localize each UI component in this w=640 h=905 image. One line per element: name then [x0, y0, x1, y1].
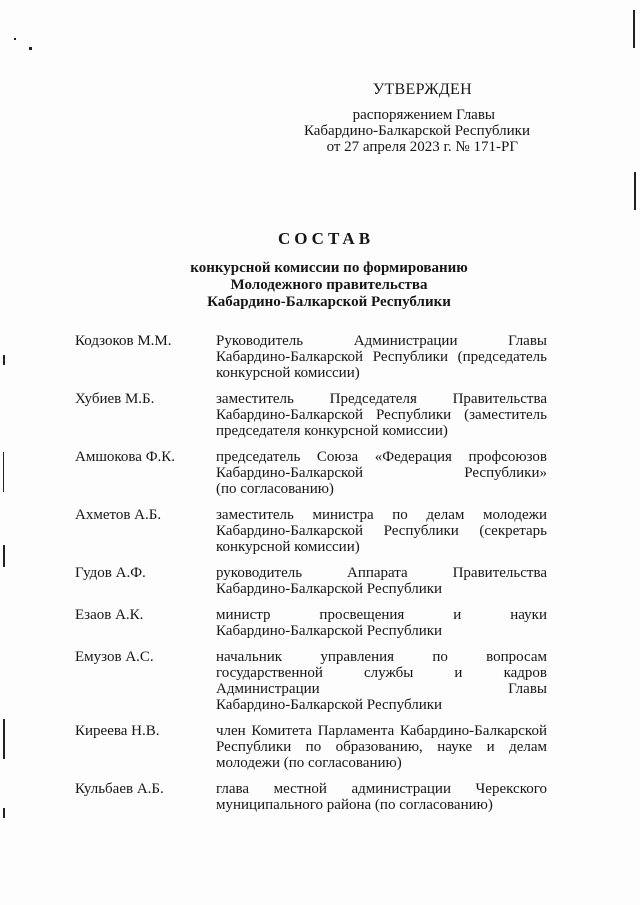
member-row [75, 607, 547, 639]
role-line: заместитель министра по делам молодежи [216, 507, 547, 523]
member-row [75, 565, 547, 597]
scan-edge-line [634, 172, 636, 210]
role-line: молодежи (по согласованию) [216, 755, 402, 771]
member-row [75, 333, 547, 381]
member-row [75, 391, 547, 439]
role-line: председателя конкурсной комиссии) [216, 423, 448, 439]
member-name: Хубиев М.Б. [75, 391, 155, 407]
member-role [216, 449, 547, 497]
member-row [75, 649, 547, 713]
document-title: СОСТАВ [277, 229, 375, 248]
role-line: Кабардино-Балкарской Республики [216, 623, 443, 639]
document-subtitle [0, 260, 640, 311]
member-role [216, 507, 547, 555]
role-line: Руководитель Администрации Главы [216, 333, 547, 349]
approval-line: Кабардино-Балкарской Республики [303, 123, 530, 139]
member-role [216, 781, 547, 813]
role-line: Кабардино-Балкарской Республики» [216, 465, 547, 481]
member-role [216, 565, 547, 597]
scan-edge-line [3, 545, 5, 567]
role-line: Кабардино-Балкарской Республики [216, 697, 443, 713]
member-row [75, 507, 547, 555]
approval-block [300, 82, 530, 155]
role-line: (по согласованию) [216, 481, 334, 497]
scan-edge-line [3, 452, 4, 492]
role-line: член Комитета Парламента Кабардино-Балкарской [216, 723, 547, 739]
role-line: Кабардино-Балкарской Республики [216, 581, 443, 597]
scan-mark [29, 47, 32, 50]
scan-edge-line [3, 808, 5, 818]
member-row [75, 781, 547, 813]
role-line: Кабардино-Балкарской Республики (председатель [216, 349, 547, 365]
scan-edge-line [3, 719, 5, 759]
role-line: Кабардино-Балкарской Республики (заместитель [216, 407, 547, 423]
member-row [75, 723, 547, 771]
role-line: конкурсной комиссии) [216, 539, 360, 555]
scan-edge-line [633, 10, 635, 48]
role-line: глава местной администрации Черекского [216, 781, 547, 797]
members-list [75, 333, 547, 813]
member-role [216, 333, 547, 381]
role-line: Республики по образованию, науке и делам [216, 739, 547, 755]
approval-heading: УТВЕРЖДЕН [372, 81, 472, 98]
member-name: Гудов А.Ф. [75, 565, 146, 581]
role-line: министр просвещения и науки [216, 607, 547, 623]
member-name: Емузов А.С. [75, 649, 154, 665]
role-line: конкурсной комиссии) [216, 365, 360, 381]
role-line: председатель Союза «Федерация профсоюзов [216, 449, 547, 465]
subtitle-line: Молодежного правительства [230, 277, 428, 293]
member-role [216, 391, 547, 439]
role-line: Администрации Главы [216, 681, 547, 697]
member-name: Езаов А.К. [75, 607, 144, 623]
role-line: Кабардино-Балкарской Республики (секретарь [216, 523, 547, 539]
subtitle-line: конкурсной комиссии по формированию [190, 260, 468, 276]
subtitle-line: Кабардино-Балкарской Республики [207, 294, 451, 310]
role-line: руководитель Аппарата Правительства [216, 565, 547, 581]
role-line: государственной службы и кадров [216, 665, 547, 681]
member-role [216, 607, 547, 639]
approval-line: распоряжением Главы [352, 107, 495, 123]
scan-mark [14, 38, 16, 40]
member-name: Кодзоков М.М. [75, 333, 172, 349]
member-name: Киреева Н.В. [75, 723, 160, 739]
member-name: Кульбаев А.Б. [75, 781, 164, 797]
member-name: Амшокова Ф.К. [75, 449, 176, 465]
role-line: муниципального района (по согласованию) [216, 797, 493, 813]
member-role [216, 723, 547, 771]
scan-edge-line [3, 355, 5, 365]
role-line: начальник управления по вопросам [216, 649, 547, 665]
role-line: заместитель Председателя Правительства [216, 391, 547, 407]
approval-line: от 27 апреля 2023 г. № 171-РГ [326, 139, 518, 155]
member-row [75, 449, 547, 497]
member-role [216, 649, 547, 713]
member-name: Ахметов А.Б. [75, 507, 162, 523]
